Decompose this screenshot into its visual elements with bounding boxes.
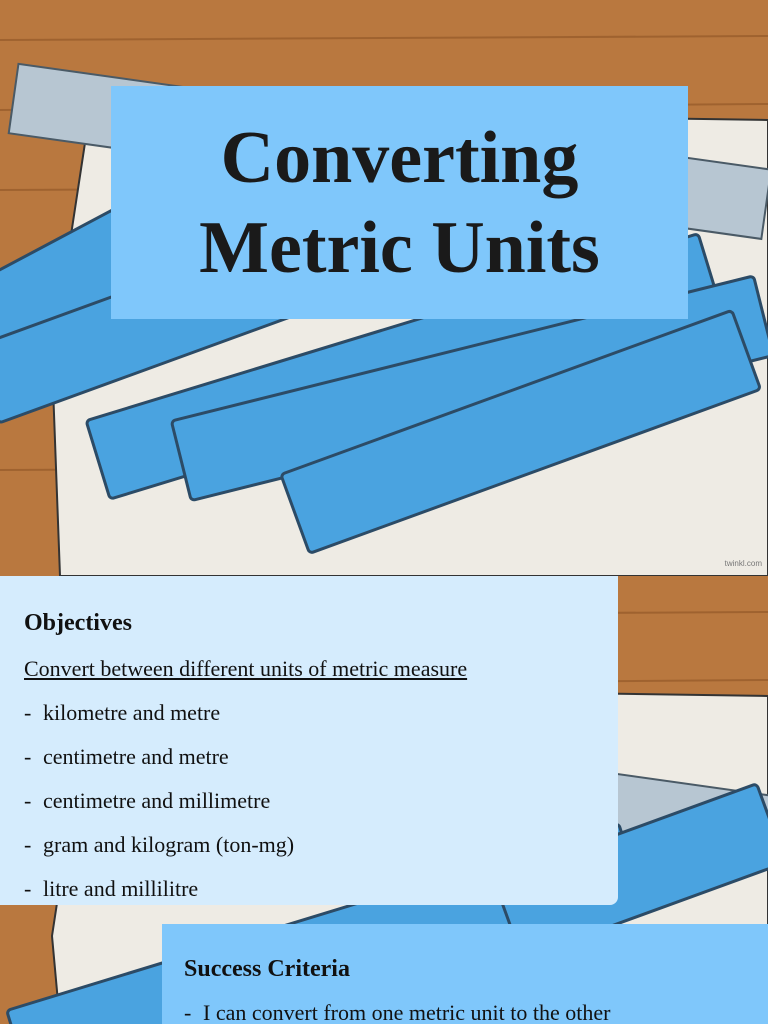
- success-criteria-box: [162, 924, 768, 1024]
- credit-text: twinkl.com: [724, 559, 762, 568]
- success-criteria-heading: Success Criteria: [184, 956, 350, 982]
- title-box: [111, 86, 688, 319]
- success-criteria-text: I can convert from one metric unit to the other: [203, 1000, 611, 1024]
- objective-text: kilometre and metre: [43, 700, 221, 725]
- list-item: [24, 740, 618, 774]
- objective-text: gram and kilogram (ton-mg): [43, 832, 295, 857]
- dash-marker: -: [24, 788, 32, 813]
- dash-marker: -: [24, 700, 32, 725]
- list-item: [24, 828, 618, 862]
- objective-text: centimetre and metre: [43, 744, 229, 769]
- list-item: [24, 696, 618, 730]
- list-item: [184, 996, 768, 1024]
- title-line-1: Converting: [220, 116, 579, 199]
- title-line-2: Metric Units: [199, 206, 600, 289]
- objectives-slide: [0, 576, 768, 1024]
- objective-text: centimetre and millimetre: [43, 788, 271, 813]
- objectives-heading: Objectives: [24, 610, 132, 636]
- list-item: [24, 872, 618, 906]
- objectives-list: [24, 696, 618, 906]
- list-item: [24, 784, 618, 818]
- dash-marker: -: [24, 832, 32, 857]
- dash-marker: -: [184, 1000, 192, 1024]
- objective-text: litre and millilitre: [43, 876, 199, 901]
- dash-marker: -: [24, 744, 32, 769]
- objectives-box: [0, 576, 618, 905]
- objectives-subheading: Convert between different units of metric measure: [24, 656, 468, 681]
- dash-marker: -: [24, 876, 32, 901]
